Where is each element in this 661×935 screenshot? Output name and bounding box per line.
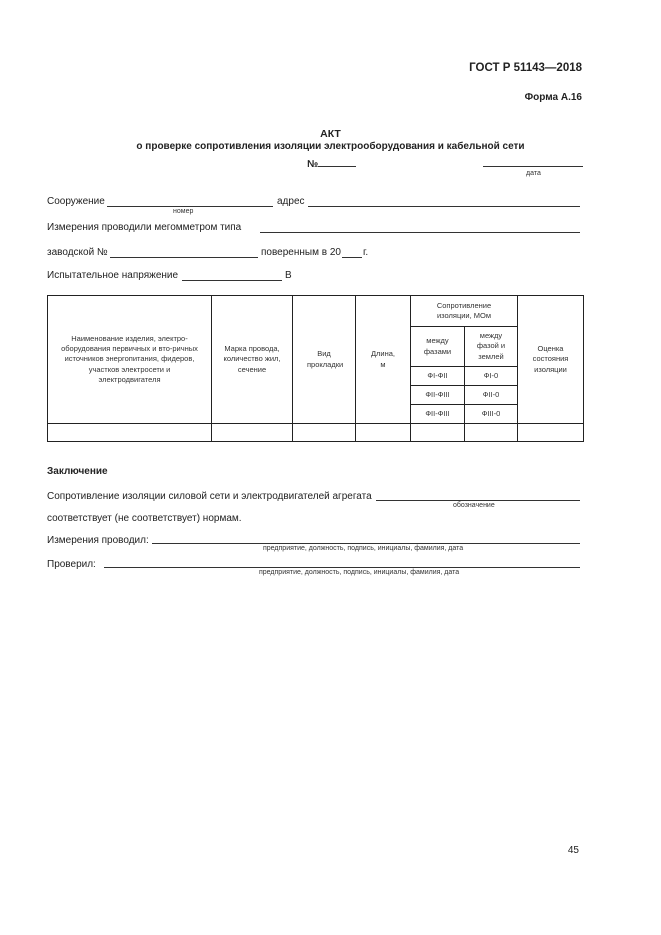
conclusion-heading: Заключение — [47, 466, 108, 477]
col-phase-ground-header: между фазой и землей — [465, 327, 518, 367]
verified-year-line[interactable] — [342, 257, 362, 258]
blank-cell[interactable] — [212, 424, 293, 442]
blank-cell[interactable] — [518, 424, 584, 442]
phase-pair-cell: ФI-ФII — [411, 367, 465, 386]
address-label: адрес — [277, 196, 305, 207]
measurement-label: Измерения проводили мегомметром типа — [47, 222, 242, 233]
col-between-phases-header: между фазами — [411, 327, 465, 367]
blank-cell[interactable] — [465, 424, 518, 442]
act-number-line[interactable] — [318, 156, 356, 167]
address-line[interactable] — [308, 206, 580, 207]
col-laying-header: Вид прокладки — [293, 296, 356, 424]
phase-pair-cell: ФII-ФIII — [411, 405, 465, 424]
checked-by-line[interactable] — [104, 567, 580, 568]
blank-cell[interactable] — [48, 424, 212, 442]
phase-pair-cell: ФII-ФIII — [411, 386, 465, 405]
measured-by-caption: предприятие, должность, подпись, инициалы, фамилия, дата — [263, 545, 464, 552]
serial-line[interactable] — [110, 257, 258, 258]
measured-by-line[interactable] — [152, 543, 580, 544]
date-caption: дата — [526, 170, 541, 177]
megohmmeter-type-line[interactable] — [260, 232, 580, 233]
col-length-header: Длина, м — [356, 296, 411, 424]
date-line[interactable] — [483, 166, 583, 167]
form-number: Форма А.16 — [524, 92, 582, 103]
voltage-line[interactable] — [182, 280, 282, 281]
resistance-label: Сопротивление изоляции силовой сети и электродвигателей агрегата — [47, 491, 372, 502]
col-rating-header: Оценка состояния изоляции — [518, 296, 584, 424]
page-number: 45 — [567, 845, 579, 856]
designation-caption: обозначение — [453, 502, 495, 509]
col-brand-header: Марка провода, количество жил, сечение — [212, 296, 293, 424]
act-number-label: № — [307, 159, 319, 170]
structure-line[interactable] — [107, 206, 273, 207]
col-resistance-header: Сопротивление изоляции, МОм — [411, 296, 518, 327]
voltage-label: Испытательное напряжение — [47, 270, 179, 281]
designation-line[interactable] — [376, 500, 580, 501]
checked-by-caption: предприятие, должность, подпись, инициалы, фамилия, дата — [259, 569, 460, 576]
serial-label: заводской № — [47, 247, 108, 258]
number-caption: номер — [173, 208, 194, 215]
measured-by-label: Измерения проводил: — [47, 535, 149, 546]
complies-text: соответствует (не соответствует) нормам. — [47, 513, 242, 524]
blank-cell[interactable] — [411, 424, 465, 442]
document-subtitle: о проверке сопротивления изоляции электрооборудования и кабельной сети — [136, 141, 525, 152]
voltage-unit: В — [285, 270, 292, 281]
act-number — [307, 156, 356, 170]
checked-by-label: Проверил: — [47, 559, 96, 570]
document-title: АКТ — [320, 128, 341, 140]
col-name-header: Наименование изделия, электро-оборудования первичных и вто-ричных источников энергопитания, фидеров, участков электросети и электродвигателя — [48, 296, 212, 424]
phase-ground-cell: ФI-0 — [465, 367, 518, 386]
blank-cell[interactable] — [293, 424, 356, 442]
phase-ground-cell: ФII-0 — [465, 386, 518, 405]
standard-code: ГОСТ Р 51143—2018 — [469, 62, 582, 74]
blank-cell[interactable] — [356, 424, 411, 442]
structure-label: Сооружение — [47, 196, 105, 207]
table-row — [48, 424, 584, 442]
verified-suffix: г. — [363, 247, 369, 258]
resistance-table — [47, 295, 584, 442]
phase-ground-cell: ФIII-0 — [465, 405, 518, 424]
verified-label: поверенным в 20 — [261, 247, 341, 258]
